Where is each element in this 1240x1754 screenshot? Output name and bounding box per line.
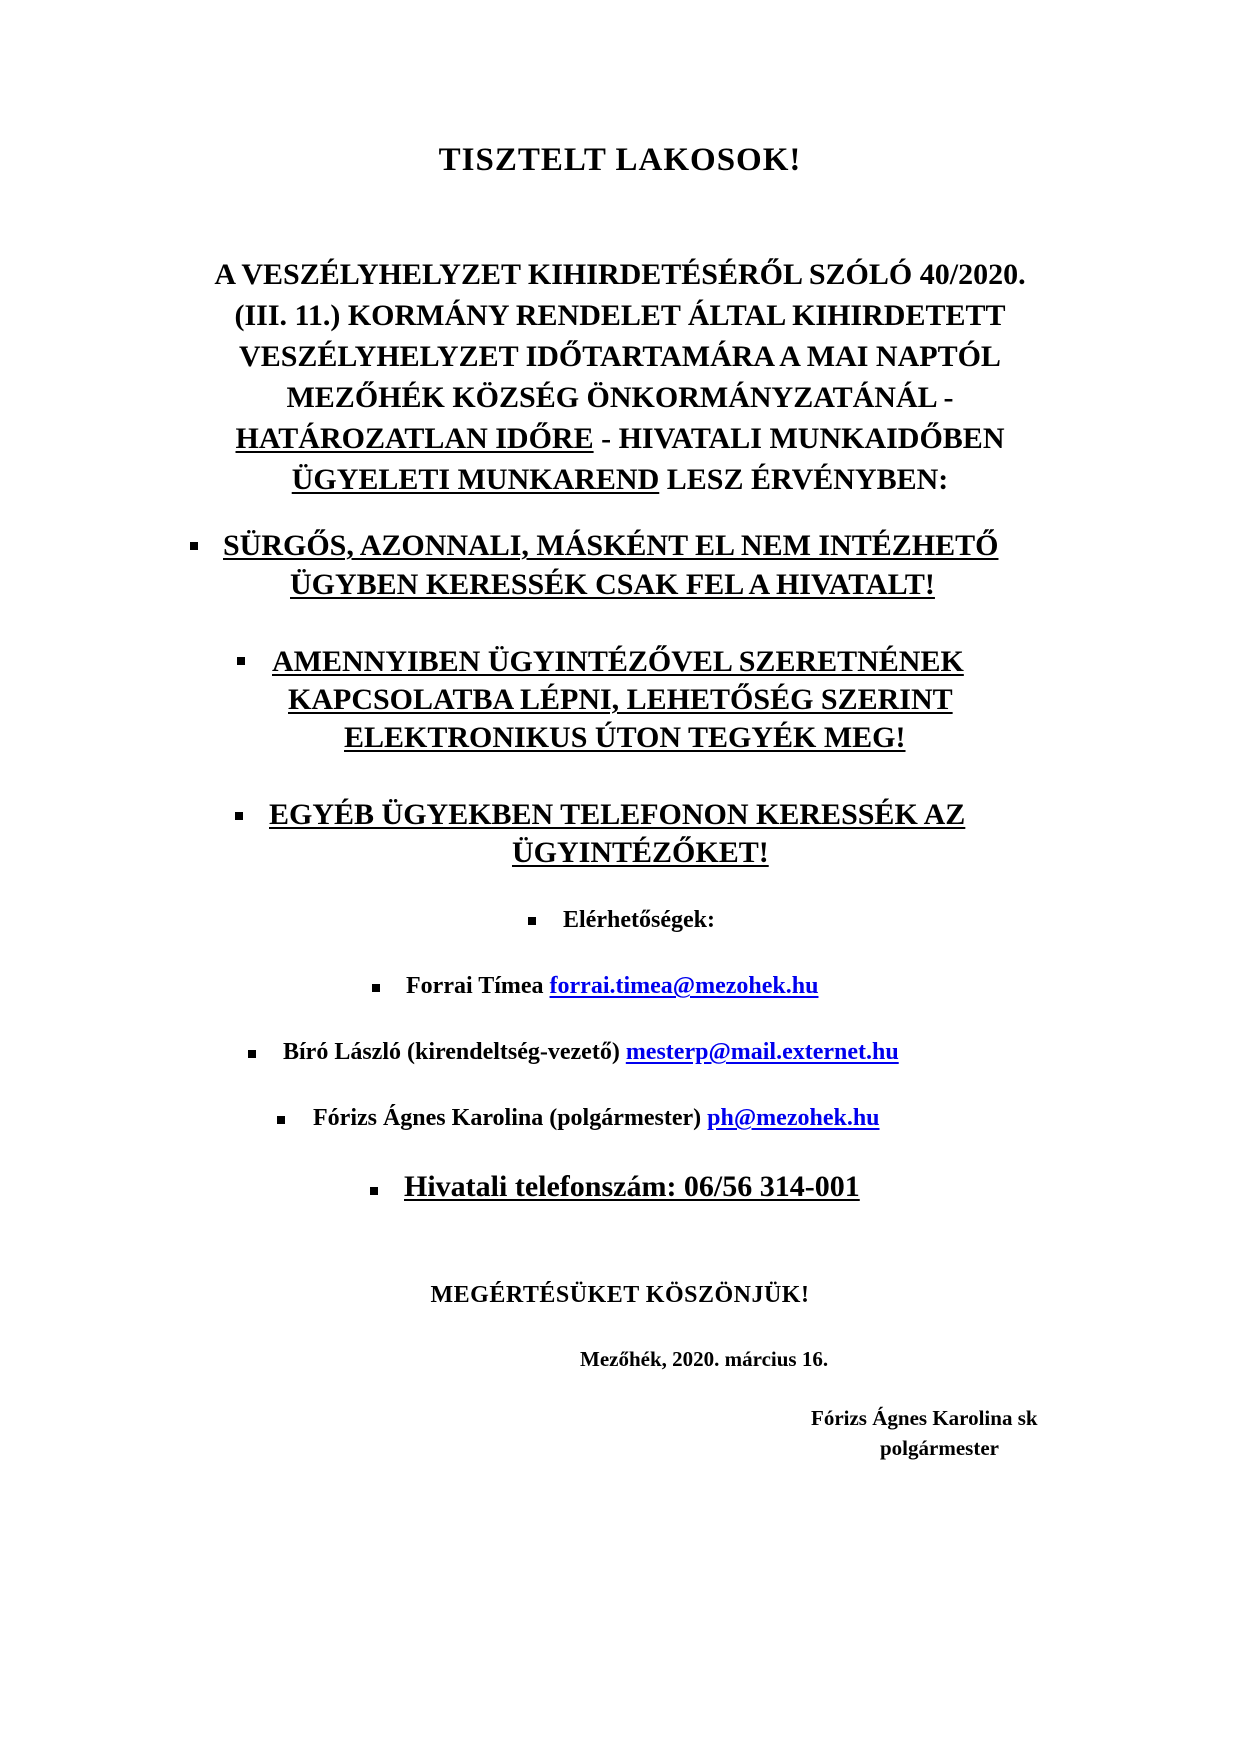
square-bullet-icon [248, 1050, 256, 1058]
intro-line: A VESZÉLYHELYZET KIHIRDETÉSÉRŐL SZÓLÓ 40/2020. [214, 258, 1026, 291]
intro-line [0, 459, 1240, 500]
square-bullet-icon [235, 812, 243, 820]
intro-line: (III. 11.) KORMÁNY RENDELET ÁLTAL KIHIRDETETT [234, 299, 1006, 332]
contact-row [406, 973, 818, 1000]
square-bullet-icon [370, 1187, 378, 1195]
notice-line: AMENNYIBEN ÜGYINTÉZŐVEL SZERETNÉNEK [272, 645, 964, 678]
notice-line: ELEKTRONIKUS ÚTON TEGYÉK MEG! [344, 721, 906, 754]
contact-name: Fórizs Ágnes Karolina (polgármester) [313, 1105, 702, 1131]
page-title: TISZTELT LAKOSOK! [438, 142, 802, 178]
signatory-role: polgármester [880, 1436, 999, 1460]
square-bullet-icon [237, 657, 245, 665]
contact-email-link[interactable]: mesterp@mail.externet.hu [625, 1039, 899, 1065]
square-bullet-icon [277, 1116, 285, 1124]
contact-name: Bíró László (kirendeltség-vezető) [283, 1039, 620, 1065]
square-bullet-icon [372, 984, 380, 992]
intro-line [0, 418, 1240, 459]
intro-line: MEZŐHÉK KÖZSÉG ÖNKORMÁNYZATÁNÁL - [286, 381, 954, 414]
notice-line: KAPCSOLATBA LÉPNI, LEHETŐSÉG SZERINT [288, 683, 953, 716]
contact-email-link[interactable]: forrai.timea@mezohek.hu [549, 973, 819, 999]
contacts-heading: Elérhetőségek: [563, 907, 715, 933]
place-and-date: Mezőhék, 2020. március 16. [580, 1347, 829, 1371]
closing-thanks: MEGÉRTÉSÜKET KÖSZÖNJÜK! [430, 1282, 810, 1308]
signatory-name: Fórizs Ágnes Karolina sk [811, 1406, 1038, 1430]
notice-line: EGYÉB ÜGYEKBEN TELEFONON KERESSÉK AZ [269, 798, 966, 831]
contact-row [283, 1039, 899, 1066]
intro-emphasis: HATÁROZATLAN IDŐRE [235, 422, 594, 455]
notice-line: SÜRGŐS, AZONNALI, MÁSKÉNT EL NEM INTÉZHETŐ [223, 529, 999, 562]
intro-line: VESZÉLYHELYZET IDŐTARTAMÁRA A MAI NAPTÓL [239, 340, 1001, 373]
intro-text: LESZ ÉRVÉNYBEN: [659, 463, 949, 496]
contact-email-link[interactable]: ph@mezohek.hu [707, 1105, 880, 1131]
office-phone: Hivatali telefonszám: 06/56 314-001 [404, 1170, 860, 1203]
notice-line: ÜGYBEN KERESSÉK CSAK FEL A HIVATALT! [290, 568, 935, 601]
notice-line: ÜGYINTÉZŐKET! [512, 836, 769, 869]
contact-name: Forrai Tímea [406, 973, 544, 999]
intro-text: - HIVATALI MUNKAIDŐBEN [593, 422, 1005, 455]
intro-emphasis: ÜGYELETI MUNKAREND [291, 463, 660, 496]
contact-row [313, 1105, 880, 1132]
square-bullet-icon [190, 542, 198, 550]
square-bullet-icon [528, 917, 536, 925]
